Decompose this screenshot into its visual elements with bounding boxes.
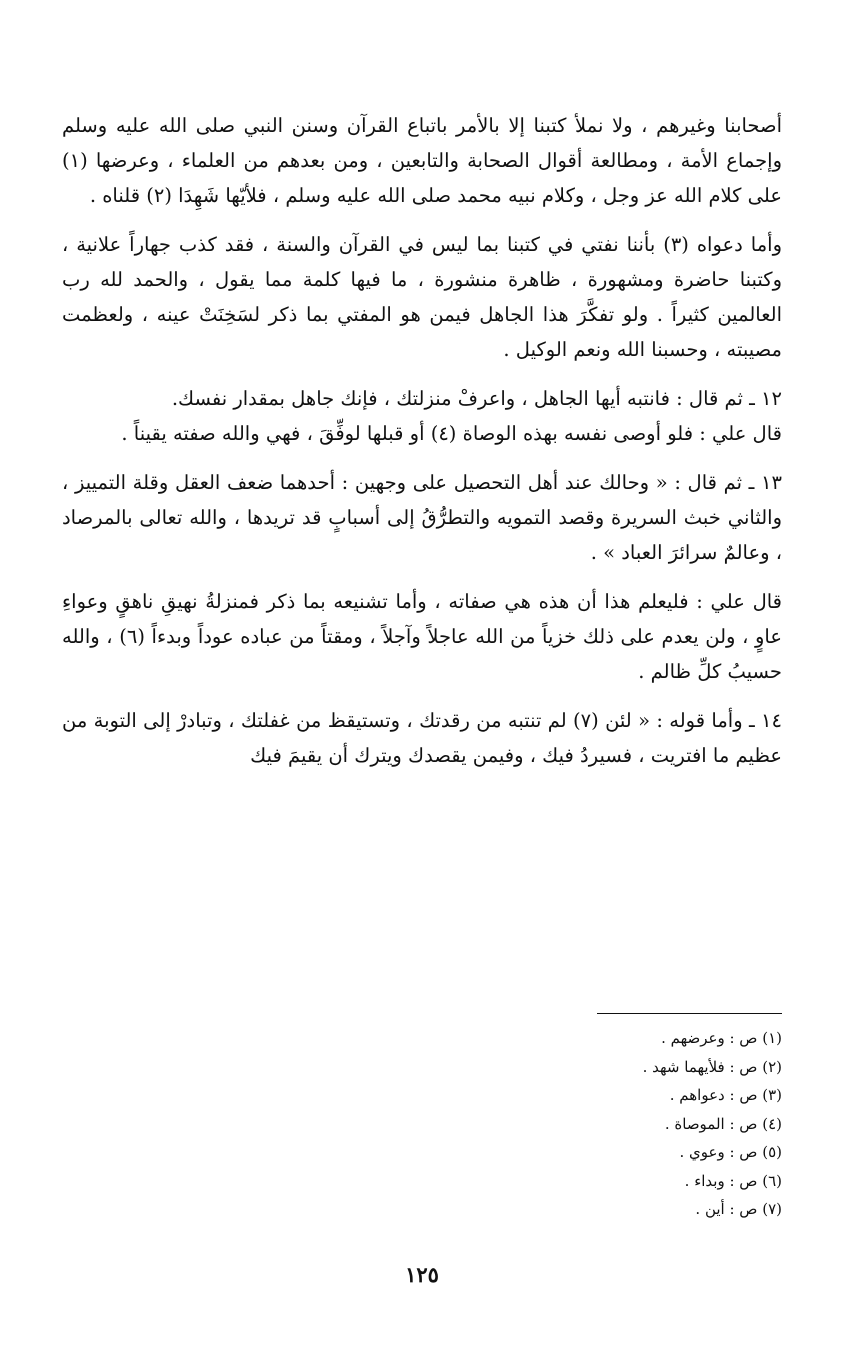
paragraph-4: قال علي : فلو أوصى نفسه بهذه الوصاة (٤) أو قبلها لوفِّقَ ، فهي والله صفته يقيناً . (121, 422, 782, 445)
footnote-5: (٥) ص : وعوي . (679, 1143, 782, 1161)
page-number: ١٢٥ (405, 1262, 439, 1287)
paragraph-1: أصحابنا وغيرهم ، ولا نملأ كتبنا إلا بالأمر باتباع القرآن وسنن النبي صلى الله عليه وسلم وإجماع الأمة ، ومطالعة أقوال الصحابة والتابعين ، ومن بعدهم من العلماء ، وعرضها (١) على كلام الله عز وجل ، وكلام نبيه محمد صلى الله عليه وسلم ، فلأيّها شَهِدَا (٢) قلناه . (62, 114, 782, 207)
footnote-1: (١) ص : وعرضهم . (661, 1029, 782, 1047)
paragraph-7: ١٤ ـ وأما قوله : « لئن (٧) لم تنتبه من رقدتك ، وتستيقظ من غفلتك ، وتبادرْ إلى التوبة من عظيم ما افتريت ، فسيردُ فيك ، وفيمن يقصدك ويترك أن يقيمَ فيك (62, 709, 782, 767)
footnote-7: (٧) ص : أين . (695, 1200, 782, 1218)
paragraph-5: ١٣ ـ ثم قال : « وحالك عند أهل التحصيل على وجهين : أحدهما ضعف العقل وقلة التمييز ، والثاني خبث السريرة وقصد التمويه والتطرُّقُ إلى أسبابٍ قد تريدها ، والله تعالى بالمرصاد ، وعالمٌ سرائرَ العباد » . (62, 471, 782, 564)
footnote-4: (٤) ص : الموصاة . (664, 1114, 782, 1133)
paragraph-6: قال علي : فليعلم هذا أن هذه هي صفاته ، وأما تشنيعه بما ذكر فمنزلةُ نهيقِ ناهقٍ وعواءِ عاوٍ ، ولن يعدم على ذلك خزياً من الله عاجلاً وآجلاً ، ومقتاً من عباده عوداً وبدءاً (٦) ، والله حسيبُ كلِّ ظالم . (62, 590, 782, 683)
footnote-2: (٢) ص : فلأيهما شهد . (642, 1057, 782, 1076)
footnote-divider (597, 1013, 782, 1014)
paragraph-2: وأما دعواه (٣) بأننا نفتي في كتبنا بما ليس في القرآن والسنة ، فقد كذب جهاراً علانية ، وكتبنا حاضرة ومشهورة ، ظاهرة منشورة ، ما فيها كلمة مما يقول ، والحمد لله رب العالمين كثيراً . ولو تفكَّرَ هذا الجاهل فيمن هو المفتي بما ذكر لسَخِنَتْ عينه ، ولعظمت مصيبته ، وحسبنا الله ونعم الوكيل . (62, 233, 782, 361)
paragraph-3: ١٢ ـ ثم قال : فانتبه أيها الجاهل ، واعرفْ منزلتك ، فإنك جاهل بمقدار نفسك. (171, 387, 782, 410)
footnote-6: (٦) ص : وبداء . (684, 1171, 782, 1190)
footnotes-list (482, 1024, 782, 1224)
main-text (62, 108, 782, 773)
footnote-3: (٣) ص : دعواهم . (669, 1086, 782, 1104)
